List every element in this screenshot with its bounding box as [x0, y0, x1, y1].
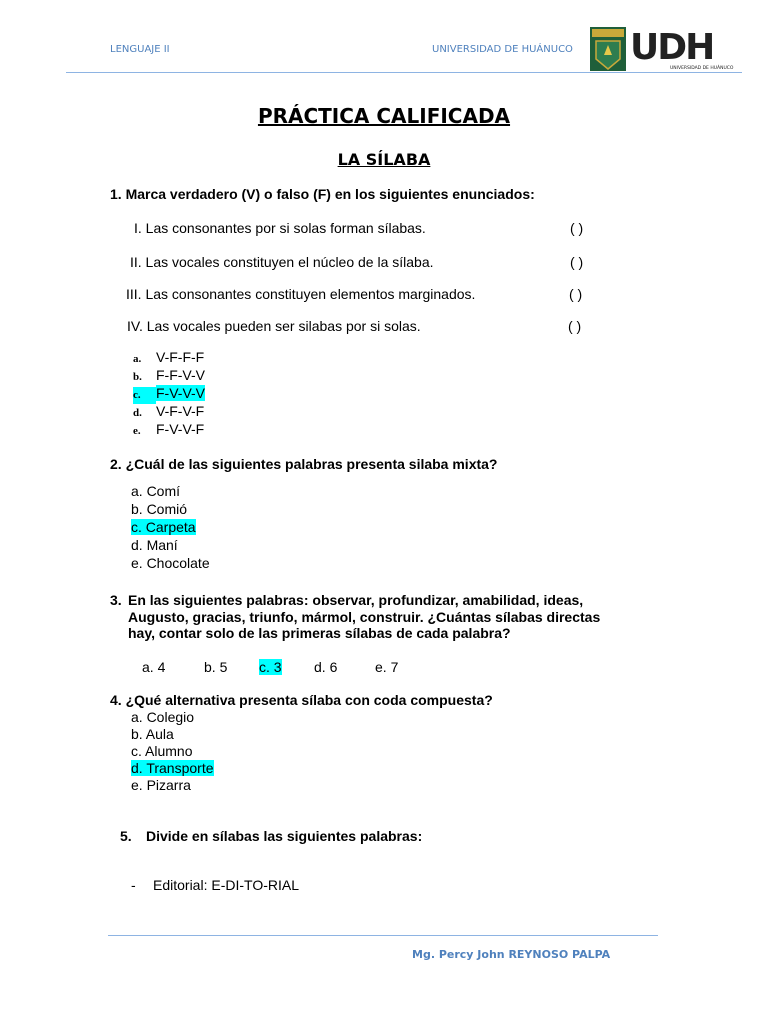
q1-option-text-highlighted: F-V-V-V — [156, 385, 206, 401]
q5-question: Divide en sílabas las siguientes palabras: — [146, 828, 423, 844]
q4-option-a: a. Colegio — [131, 709, 195, 725]
q2-option-c-row — [131, 519, 196, 536]
header-course: LENGUAJE II — [110, 44, 170, 55]
q3-line-3: hay, contar solo de las primeras sílabas de cada palabra? — [128, 625, 511, 641]
q1-option-a — [133, 349, 204, 368]
q4-option-d-row — [131, 760, 214, 777]
q5-number: 5. — [120, 828, 132, 844]
q1-question: 1. Marca verdadero (V) o falso (F) en los siguientes enunciados: — [110, 186, 535, 202]
q1-statement-1: I. Las consonantes por si solas forman sílabas. — [134, 220, 426, 236]
q1-answer-box-4: ( ) — [568, 318, 582, 334]
logo-letters: UDH — [630, 27, 714, 68]
q4-question: 4. ¿Qué alternativa presenta sílaba con coda compuesta? — [110, 692, 493, 708]
q3-question — [110, 592, 657, 642]
q5-answer: Editorial: E-DI-TO-RIAL — [153, 877, 299, 893]
q2-option-c-highlighted: c. Carpeta — [131, 519, 196, 535]
q3-option-a: a. 4 — [142, 659, 166, 675]
q4-option-e: e. Pizarra — [131, 777, 191, 793]
q1-option-letter: c. — [133, 387, 156, 404]
q3-line-1: En las siguientes palabras: observar, profundizar, amabilidad, ideas, — [128, 592, 584, 608]
q3-option-c-row — [259, 659, 282, 676]
q4-option-d-highlighted: d. Transporte — [131, 760, 214, 776]
q1-answer-box-3: ( ) — [569, 286, 583, 302]
q5-dash: - — [131, 877, 136, 893]
logo-subtext: UNIVERSIDAD DE HUÁNUCO — [670, 66, 734, 71]
q3-option-c-highlighted: c. 3 — [259, 659, 282, 675]
q2-option-a: a. Comí — [131, 483, 181, 499]
q1-option-text: V-F-V-F — [156, 403, 205, 419]
page-title: PRÁCTICA CALIFICADA — [257, 104, 511, 128]
q1-option-e — [133, 421, 204, 440]
q3-option-d: d. 6 — [314, 659, 338, 675]
q2-question: 2. ¿Cuál de las siguientes palabras presenta silaba mixta? — [110, 456, 498, 472]
udh-logo — [590, 25, 740, 75]
header-rule — [66, 72, 742, 73]
q1-option-letter: e. — [133, 425, 141, 437]
q1-option-c — [133, 385, 205, 404]
q4-option-c: c. Alumno — [131, 743, 193, 759]
header-university: UNIVERSIDAD DE HUÁNUCO — [432, 44, 573, 55]
footer-author: Mg. Percy John REYNOSO PALPA — [412, 948, 611, 961]
q1-option-letter: a. — [133, 353, 142, 365]
page-subtitle: LA SÍLABA — [337, 150, 431, 169]
q1-option-text: V-F-F-F — [156, 349, 205, 365]
q1-option-b — [133, 367, 205, 386]
q2-option-b: b. Comió — [131, 501, 188, 517]
q3-option-e: e. 7 — [375, 659, 399, 675]
q1-option-letter: b. — [133, 371, 142, 383]
q1-option-letter: d. — [133, 407, 142, 419]
q3-option-b: b. 5 — [204, 659, 228, 675]
q4-option-b: b. Aula — [131, 726, 174, 742]
q3-number: 3. — [110, 592, 122, 608]
q1-option-text: F-F-V-V — [156, 367, 205, 383]
footer-rule — [108, 935, 658, 936]
q1-statement-4: IV. Las vocales pueden ser silabas por si solas. — [127, 318, 421, 334]
q1-option-d — [133, 403, 204, 422]
q3-line-2: Augusto, gracias, triunfo, mármol, construir. ¿Cuántas sílabas directas — [128, 608, 601, 625]
q1-statement-2: II. Las vocales constituyen el núcleo de la sílaba. — [130, 254, 434, 270]
q1-answer-box-1: ( ) — [570, 220, 584, 236]
q2-option-d: d. Maní — [131, 537, 178, 553]
q1-statement-3: III. Las consonantes constituyen elementos marginados. — [126, 286, 476, 302]
q1-answer-box-2: ( ) — [570, 254, 584, 270]
q2-option-e: e. Chocolate — [131, 555, 210, 571]
q1-option-text: F-V-V-F — [156, 421, 205, 437]
